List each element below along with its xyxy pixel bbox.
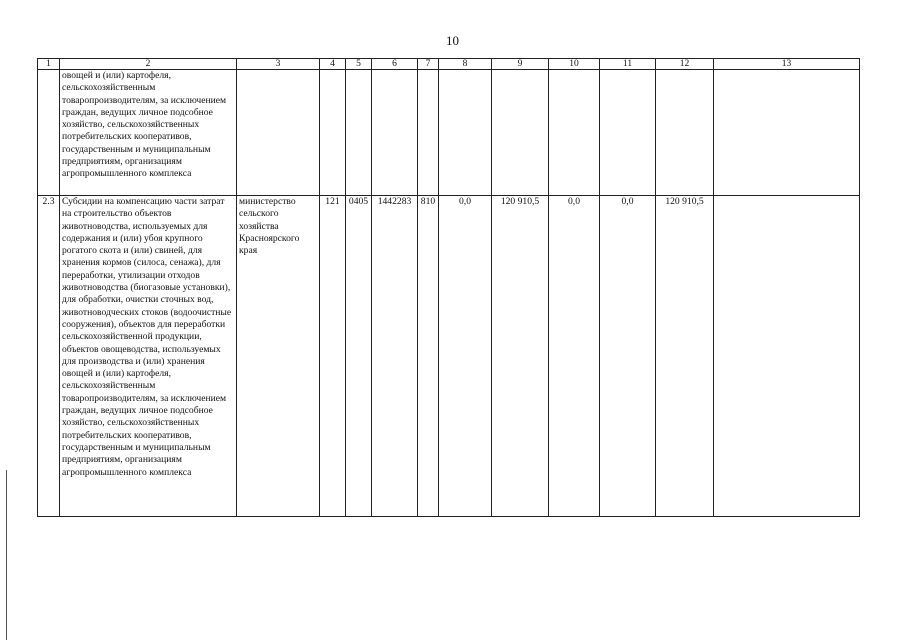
header-cell-5: 5 [346, 59, 372, 70]
header-cell-12: 12 [656, 59, 714, 70]
header-cell-9: 9 [492, 59, 549, 70]
row-value-9 [492, 70, 549, 196]
header-row [38, 59, 860, 70]
row-vr [418, 70, 439, 196]
row-value-10: 0,0 [549, 196, 600, 517]
row-value-9: 120 910,5 [492, 196, 549, 517]
header-cell-4: 4 [320, 59, 346, 70]
row-number [38, 70, 60, 196]
table-row [38, 70, 860, 196]
table-row [38, 196, 860, 517]
header-cell-13: 13 [714, 59, 860, 70]
row-note [714, 70, 860, 196]
header-cell-6: 6 [372, 59, 418, 70]
scan-margin-line [6, 470, 7, 640]
header-cell-3: 3 [237, 59, 320, 70]
row-grbs: 121 [320, 196, 346, 517]
page-number: 10 [446, 33, 459, 48]
row-csr: 1442283 [372, 196, 418, 517]
row-note [714, 196, 860, 517]
row-value-10 [549, 70, 600, 196]
row-value-8 [439, 70, 492, 196]
row-executor [237, 70, 320, 196]
row-value-8: 0,0 [439, 196, 492, 517]
row-description: Субсидии на компенсацию части затрат на строительство объектов животноводства, используемых для содержания и (или) убоя крупного рогатого скота и (или) свиней, для хранения кормов (силоса, сенажа), для переработки, утилизации отходов животноводства (биогазовые установки), для обработки, очистки сточных вод, животноводческих стоков (водоочистные сооружения), объектов для переработки сельскохозяйственной продукции, объектов овощеводства, используемых для производства и (или) хранения овощей и (или) картофеля, сельскохозяйственным товаропроизводителям, за исключением граждан, ведущих личное подсобное хозяйство, сельскохозяйственных потребительских кооперативов, государственным и муниципальным предприятиям, организациям агропромышленного комплекса [60, 196, 237, 517]
row-rzpr: 0405 [346, 196, 372, 517]
row-executor: министерство сельского хозяйства Красноярского края [237, 196, 320, 517]
budget-table [37, 58, 860, 517]
header-cell-8: 8 [439, 59, 492, 70]
row-description: овощей и (или) картофеля, сельскохозяйственным товаропроизводителям, за исключением граждан, ведущих личное подсобное хозяйство, сельскохозяйственных потребительских кооперативов, государственным и муниципальным предприятиям, организациям агропромышленного комплекса [60, 70, 237, 196]
row-vr: 810 [418, 196, 439, 517]
row-csr [372, 70, 418, 196]
row-rzpr [346, 70, 372, 196]
header-cell-10: 10 [549, 59, 600, 70]
row-value-11 [600, 70, 656, 196]
row-value-12: 120 910,5 [656, 196, 714, 517]
row-value-12 [656, 70, 714, 196]
header-cell-7: 7 [418, 59, 439, 70]
header-cell-1: 1 [38, 59, 60, 70]
header-cell-2: 2 [60, 59, 237, 70]
row-number: 2.3 [38, 196, 60, 517]
row-value-11: 0,0 [600, 196, 656, 517]
row-grbs [320, 70, 346, 196]
header-cell-11: 11 [600, 59, 656, 70]
